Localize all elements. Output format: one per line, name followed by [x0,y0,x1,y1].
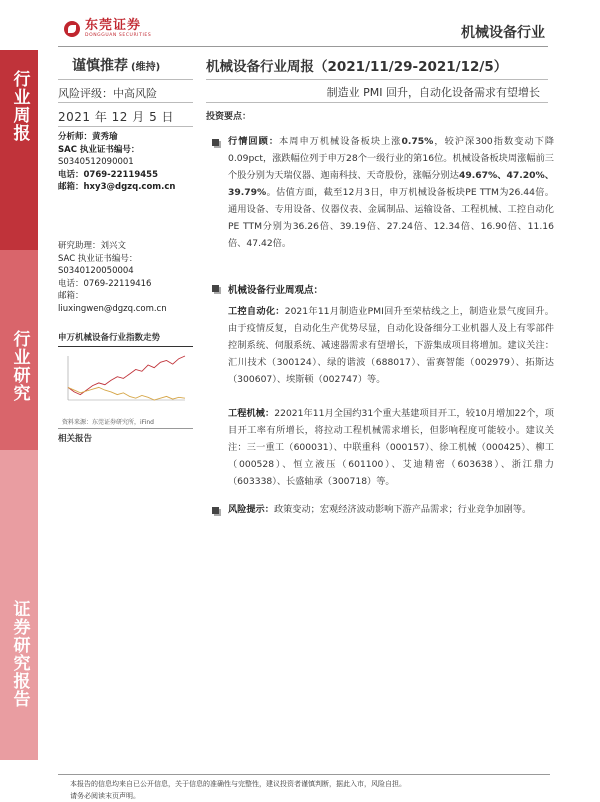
assistant-cert: S0340120050004 [58,266,134,276]
analyst-name: 分析师：黄秀瑜 [58,132,118,142]
analyst-email[interactable]: 邮箱：hxy3@dgzq.com.cn [58,182,176,192]
index-trend-chart [58,350,193,410]
chart-series-line-1 [68,356,185,395]
analyst-cert-label: SAC 执业证书编号： [58,144,140,155]
report-subtitle: 制造业 PMI 回升，自动化设备需求有望增长 [326,86,540,99]
logo-icon [64,21,80,37]
assistant-info [58,240,198,315]
assistant-cert-label: SAC 执业证书编号： [58,253,138,264]
footer-line-2: 请务必阅读末页声明。 [70,792,140,800]
company-logo [64,18,151,40]
divider [58,102,193,103]
machinery-view: 工程机械：22021年11月全国约31个重大基建项目开工，较10月增加22个，项目开工率有所增长，将拉动工程机械需求增长，但影响程度可能较小。建议关注：三一重工（600031）、中联重科（000157）、徐工机械（000425）、柳工（000528）、恒立液压（601100）、艾迪精密（603638）、浙江鼎力（603338）、长盛轴承（300718）等。 [228,408,554,487]
chart-title: 申万机械设备行业指数走势 [58,333,161,343]
logo-en: DONGGUAN SECURITIES [85,33,152,39]
assistant-email-label: 邮箱： [58,291,84,301]
chart-series-line-2 [68,387,185,400]
footer-divider [58,774,550,775]
report-date: 2021 年 12 月 5 日 [58,110,175,124]
divider [58,79,193,80]
assistant-email[interactable]: liuxingwen@dgzq.com.cn [58,303,167,314]
risk-lead: 风险提示： [228,504,274,515]
side-label-securities: 证券研究报告 [0,450,38,760]
assistant-name: 研究助理：刘兴文 [58,241,127,251]
logo-cn: 东莞证券 [85,18,142,34]
views-title: 机械设备行业周观点： [228,285,324,296]
side-label-weekly: 行业周报 [0,50,38,250]
points-label: 投资要点： [206,112,252,122]
side-bar [0,0,38,800]
bullet-icon [212,285,222,293]
chart-source: 资料来源：东莞证券研究所，iFind [62,419,154,426]
divider [58,126,193,127]
rating: 谨慎推荐 (维持) [72,58,161,74]
footer-line-1: 本报告的信息均来自已公开信息，关于信息的准确性与完整性，建议投资者谨慎判断，据此入市，风险自担。 [70,780,406,788]
assistant-tel: 电话：0769-22119416 [58,278,152,289]
divider [58,428,193,429]
related-reports-heading: 相关报告 [58,434,93,444]
analyst-info [58,131,198,194]
rating-hold: (维持) [131,62,161,73]
header-divider [58,46,548,47]
divider [206,102,548,103]
chart-divider [58,346,193,347]
bullet-icon [212,507,222,515]
bullet-icon [212,139,222,147]
page-header [0,0,600,50]
review-lead: 行情回顾： [228,136,280,147]
report-title: 机械设备行业周报（2021/11/29-2021/12/5） [206,59,508,75]
automation-view: 工控自动化：2021年11月制造业PMI回升至荣枯线之上，制造业景气度回升。由于疫情反复，自动化生产优势尽显，自动化设备细分工业机器人及上有零部件控制系统、伺服系统、减速器需求有望增长，下游集成项目将增加。建议关注：汇川技术（300124）、绿的谐波（688017）、雷赛智能（002979）、拓斯达（300607）、埃斯顿（002747）等。 [228,306,554,385]
risk-rating: 风险评级：中高风险 [58,87,157,100]
risk-warning: 风险提示：政策变动；宏观经济波动影响下游产品需求；行业竞争加剧等。 [228,504,532,515]
side-label-research: 行业研究 [0,250,38,450]
footer-disclaimer [70,778,550,802]
analyst-tel: 电话：0769-22119455 [58,169,158,180]
divider [206,79,548,80]
machinery-lead: 工程机械： [228,408,275,419]
automation-lead: 工控自动化： [228,306,285,317]
market-review: 行情回顾：本周申万机械设备板块上涨0.75%，较沪深300指数变动下降0.09pct，涨跌幅位列于申万28个一级行业的第16位。机械设备板块周涨幅前三个股分别为天瑞仪器、迦南科技、天奇股份，涨幅分别达49.67%、47.20%、39.79%。估值方面，截至12月3日，申万机械设备板块PE TTM为26.44倍。通用设备、专用设备、仪器仪表、金属制品、运输设备、工程机械、工控自动化PE TTM分别为36.26倍、39.19倍、27.24倍、12.34倍、16.90倍、11.16倍、47.42倍。 [228,136,555,249]
industry-title: 机械设备行业 [461,25,545,41]
analyst-cert: S0340512090001 [58,157,134,167]
